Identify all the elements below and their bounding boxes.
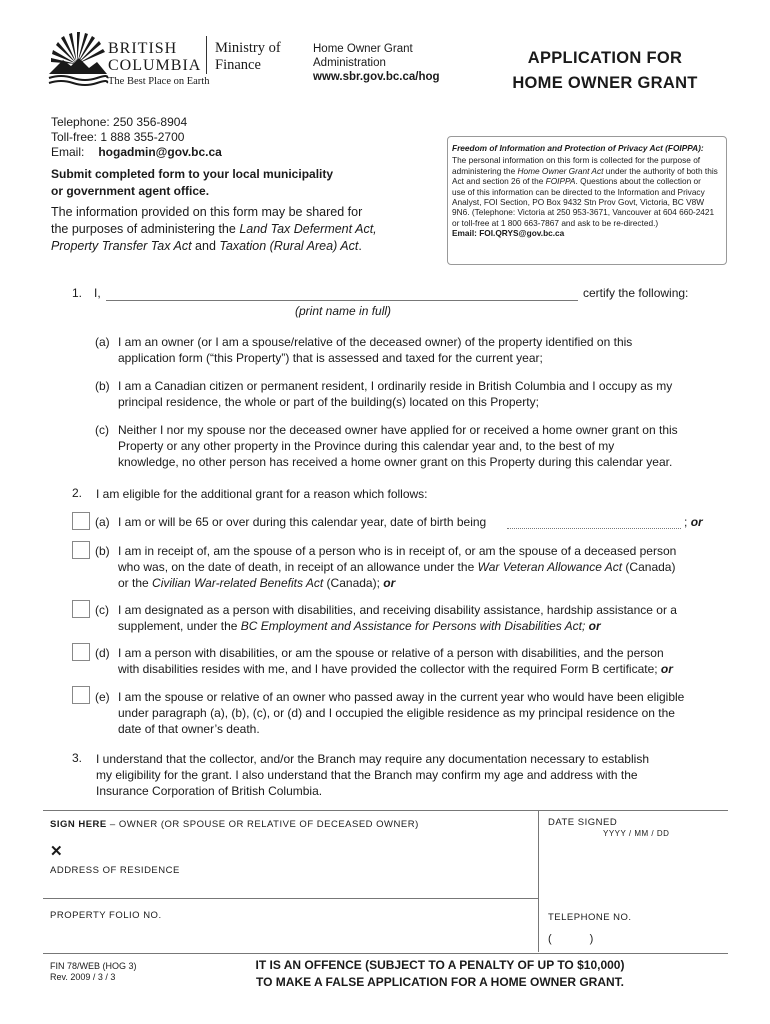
item3-text: I understand that the collector, and/or the Branch may require any documentation necessary to establish my eligibility for the grant. I also understand that the Branch may confirm my age and address with the Insurance Corporation of British Columbia.: [96, 752, 649, 798]
checkbox-2e[interactable]: [72, 686, 90, 704]
item2-intro: I am eligible for the additional grant for a reason which follows:: [96, 487, 428, 501]
item2-a-text: I am or will be 65 or over during this calendar year, date of birth being: [118, 515, 487, 529]
checkbox-2a[interactable]: [72, 512, 90, 530]
date-signed-field[interactable]: [545, 842, 723, 892]
admin-block: Home Owner Grant Administration www.sbr.gov.bc.ca/hog: [313, 43, 440, 83]
logo-name: BRITISH COLUMBIA: [108, 40, 202, 74]
folio-label: PROPERTY FOLIO NO.: [50, 910, 162, 921]
print-name-field[interactable]: [106, 300, 578, 301]
item1-b-label: (b): [95, 379, 110, 393]
address-field[interactable]: [48, 878, 533, 896]
item1-a-text: I am an owner (or I am a spouse/relative of the deceased owner) of the property identified on this application form (“this Property”) that is assessed and taxed for the current year;: [118, 335, 633, 365]
item1-suffix: certify the following:: [583, 286, 689, 300]
tollfree-text: Toll-free: 1 888 355-2700: [51, 130, 185, 144]
address-divider: [43, 898, 538, 899]
item1-number: 1.: [72, 286, 83, 300]
telephone-label: TELEPHONE NO.: [548, 912, 632, 923]
signature-field[interactable]: [68, 838, 533, 862]
folio-field[interactable]: [48, 924, 533, 948]
date-of-birth-field[interactable]: [507, 528, 681, 529]
checkbox-2b[interactable]: [72, 541, 90, 559]
item2-e-label: (e): [95, 690, 110, 704]
item2-a-label: (a): [95, 515, 110, 529]
date-format-hint: YYYY / MM / DD: [603, 829, 670, 838]
item2-b-text: I am in receipt of, am the spouse of a person who is in receipt of, or am the spouse of a deceased person who was, on the date of death, in receipt of an allowance under the War Veteran Allowance Act (Canada) or the Civilian War-related Benefits Act (Canada); or: [118, 544, 677, 590]
foippa-notice: Freedom of Information and Protection of Privacy Act (FOIPPA): The personal information on this form is collected for the purpose of administering the Home Owner Grant Act under the authority of both this Act and section 26 of the FOIPPA. Questions about the collection or use of this information can be directed to the Information and Privacy Analyst, FOI Section, PO Box 9432 Stn Prov Govt, Victoria, BC V8W 9N6. (Telephone: Victoria at 250 953-3671, Vancouver at 604 660-2421 or toll-free at 1 800 663-7867 and ask to be re-directed.) Email: FOI.QRYS@gov.bc.ca: [447, 136, 727, 265]
item2-c-label: (c): [95, 603, 109, 617]
item1-prefix: I,: [94, 286, 101, 300]
item2-number: 2.: [72, 486, 83, 500]
header-divider: [206, 36, 207, 74]
item1-c-text: Neither I nor my spouse nor the deceased owner have applied for or received a home owner grant on this Property or any other property in the Province during this calendar year and, to the best of my knowledge, no other person has received a home owner grant on this Property during this calendar year.: [118, 423, 678, 469]
signature-divider: [538, 810, 539, 952]
print-name-hint: (print name in full): [295, 304, 392, 318]
form-id: FIN 78/WEB (HOG 3) Rev. 2009 / 3 / 3: [50, 961, 137, 982]
submit-instructions: Submit completed form to your local municipality or government agent office.: [51, 167, 334, 198]
item2-d-label: (d): [95, 646, 110, 660]
logo-tagline: The Best Place on Earth: [108, 76, 210, 87]
item2-e-text: I am the spouse or relative of an owner who passed away in the current year who would have been eligible under paragraph (a), (b), (c), or (d) and I occupied the eligible residence as my principal residence on the date of that owner’s death.: [118, 690, 685, 736]
item3-number: 3.: [72, 751, 83, 765]
page-title: APPLICATION FOR HOME OWNER GRANT: [512, 49, 698, 92]
date-signed-label: DATE SIGNED: [548, 817, 618, 828]
ministry-name: Ministry of Finance: [215, 40, 281, 73]
telephone-field[interactable]: ( ): [548, 933, 594, 945]
checkbox-2d[interactable]: [72, 643, 90, 661]
contact-block: Telephone: 250 356-8904 Toll-free: 1 888 355-2700 Email: hogadmin@gov.bc.ca: [51, 115, 222, 159]
address-label: ADDRESS OF RESIDENCE: [50, 865, 180, 876]
item1-c-label: (c): [95, 423, 109, 437]
checkbox-2c[interactable]: [72, 600, 90, 618]
signature-x-icon: ✕: [50, 843, 63, 860]
admin-url[interactable]: www.sbr.gov.bc.ca/hog: [313, 71, 440, 83]
item2-d-text: I am a person with disabilities, or am the spouse or relative of a person with disabilities, and the person with disabilities resides with me, and I have provided the collector with the required Form B certificate; or: [118, 646, 673, 676]
foi-email-link[interactable]: Email: FOI.QRYS@gov.bc.ca: [452, 228, 565, 239]
item2-c-text: I am designated as a person with disabilities, and receiving disability assistance, hardship assistance or a supplement, under the BC Employment and Assistance for Persons with Disabilities Act; or: [118, 603, 677, 633]
sharing-notice: The information provided on this form may be shared for the purposes of administering the Land Tax Deferment Act, Property Transfer Tax Act and Taxation (Rural Area) Act.: [51, 205, 377, 253]
item1-b-text: I am a Canadian citizen or permanent resident, I ordinarily reside in British Columbia and I occupy as my principal residence, the whole or part of the building(s) located on this Property;: [118, 379, 673, 409]
item2-b-label: (b): [95, 544, 110, 558]
item1-a-label: (a): [95, 335, 110, 349]
telephone-text: Telephone: 250 356-8904: [51, 115, 188, 129]
sign-here-label: SIGN HERE – OWNER (OR SPOUSE OR RELATIVE OF DECEASED OWNER): [50, 819, 419, 830]
email-link[interactable]: hogadmin@gov.bc.ca: [98, 145, 222, 159]
offence-warning: IT IS AN OFFENCE (SUBJECT TO A PENALTY OF UP TO $10,000) TO MAKE A FALSE APPLICATION FOR A HOME OWNER GRANT.: [255, 958, 625, 989]
